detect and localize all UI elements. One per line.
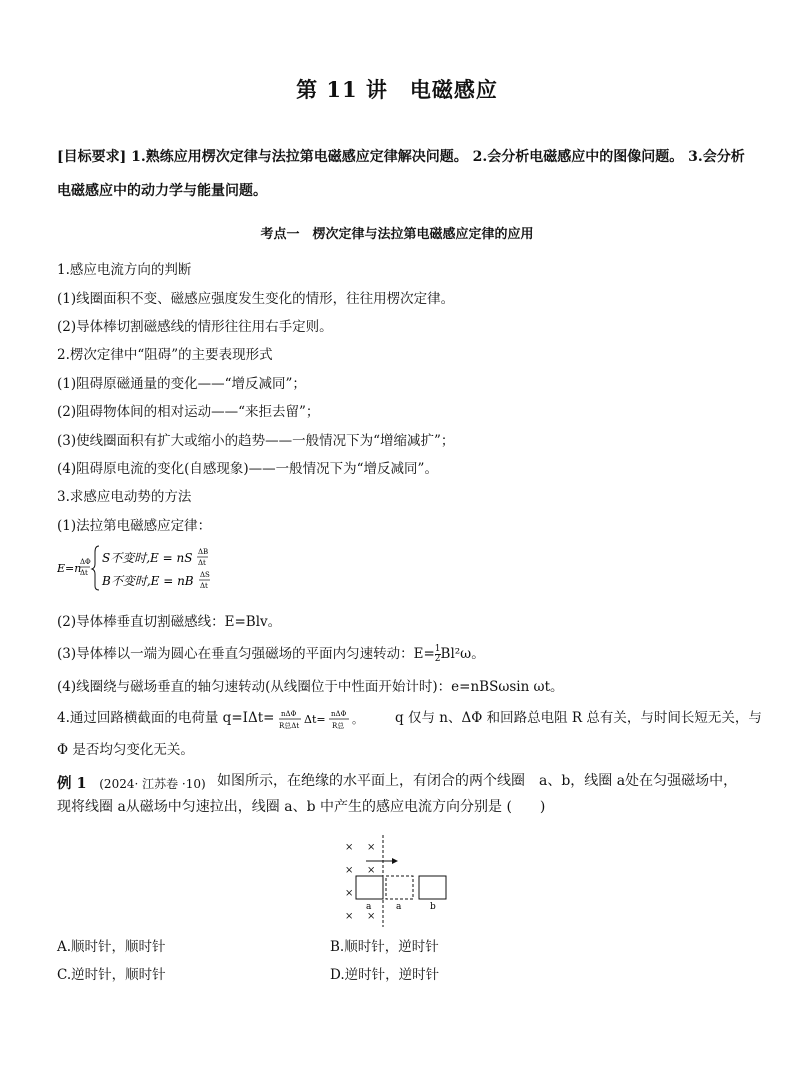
coil-figure [336,835,461,927]
svg-text:×: × [345,865,354,876]
svg-text:R总Δt: R总Δt [278,721,299,730]
svg-text:×: × [345,842,354,853]
option-c[interactable]: C.逆时针，顺时针 [57,967,166,983]
text-line: (2)导体棒切割磁感线的情形往往用右手定则。 [57,319,333,335]
formula-frac-den: Δt [80,569,88,577]
formula-lhs: E=n [57,562,82,575]
text-line: (4)阻碍原电流的变化(自感现象)——一般情况下为“增反减同”。 [57,461,438,477]
text-line: 3.求感应电动势的方法 [57,489,192,505]
charge-fraction [279,708,391,730]
text-line: (1)线圈面积不变、磁感应强度发生变化的情形，往往用楞次定律。 [57,291,455,307]
goals-text: 1.熟练应用楞次定律与法拉第电磁感应定律解决问题。 2.会分析电磁感应中的图像问题。 3.会分析电磁感应中的动力学与能量问题。 [57,149,745,199]
coil-b [419,876,446,899]
text-line: (2)导体棒垂直切割磁感线：E=Blv。 [57,614,282,630]
example-source: (2024· 江苏卷 ·10) [99,777,206,791]
option-d[interactable]: D.逆时针，逆时针 [330,967,440,983]
svg-text:nΔΦ: nΔΦ [330,709,347,718]
faraday-formula [57,542,237,592]
svg-text:nΔΦ: nΔΦ [280,709,297,718]
rotation-formula-line [57,642,485,664]
text-line: 2.楞次定律中“阻碍”的主要表现形式 [57,347,273,363]
case1-num: ΔB [198,548,209,556]
text-line: (4)线圈绕与磁场垂直的轴匀速转动(从线圈位于中性面开始计时)：e=nBSωsin ωt。 [57,679,564,695]
text-line: (1)法拉第电磁感应定律： [57,518,212,534]
svg-text:×: × [345,911,354,922]
label-a1: a [366,902,372,912]
formula-case1: S不变时,E = nS [102,551,193,565]
coil-a-dashed [386,876,413,899]
formula-frac-num: ΔΦ [80,558,91,566]
svg-text:×: × [367,911,376,922]
formula-case2: B不变时,E = nB [102,574,194,588]
learning-goals [57,140,747,208]
example-label: 例 1 [57,775,87,792]
text-line: (3)使线圈面积有扩大或缩小的趋势——一般情况下为“增缩减扩”； [57,433,455,449]
svg-text:。: 。 [351,712,363,726]
svg-text:×: × [367,842,376,853]
label-a2: a [396,902,402,912]
option-b[interactable]: B.顺时针，逆时针 [330,939,439,955]
case2-den: Δt [200,582,208,590]
charge-line [57,706,762,730]
page-title: 第 11 讲 电磁感应 [296,77,498,102]
option-a[interactable]: A.顺时针，顺时针 [57,939,166,955]
half-fraction: $\frac{1}{2}$ [434,644,441,664]
arrow-head-icon [392,858,398,864]
example-question: 如图所示，在绝缘的水平面上，有闭合的两个线圈 a、b，线圈 a处在匀强磁场中，现将线圈 a从磁场中匀速拉出，线圈 a、b 中产生的感应电流方向分别是 ( ) [57,773,738,815]
svg-text:R总: R总 [331,721,345,730]
text-line: (1)阻碍原磁通量的变化——“增反减同”； [57,376,306,392]
label-b: b [430,902,436,912]
svg-text:×: × [367,865,376,876]
goals-tag: [目标要求] [57,149,127,165]
brace-icon [92,546,99,590]
text-line: Φ 是否均匀变化无关。 [57,742,194,758]
text-line: (2)阻碍物体间的相对运动——“来拒去留”； [57,404,320,420]
charge-text: 4.通过回路横截面的电荷量 q=IΔt= [57,710,275,726]
svg-text:Δt=: Δt= [303,712,326,726]
svg-text:×: × [345,888,354,899]
text-line: 1.感应电流方向的判断 [57,262,192,278]
charge-text-2: q 仅与 n、ΔΦ 和回路总电阻 R 总有关，与时间长短无关，与 [395,710,762,726]
section-title: 考点一 楞次定律与法拉第电磁感应定律的应用 [260,227,534,242]
case2-num: ΔS [200,571,210,579]
case1-den: Δt [198,559,206,567]
coil-a [356,876,383,899]
rotation-text: (3)导体棒以一端为圆心在垂直匀强磁场的平面内匀速转动：E= [57,646,435,662]
rotation-tail: Bl²ω。 [440,646,485,662]
